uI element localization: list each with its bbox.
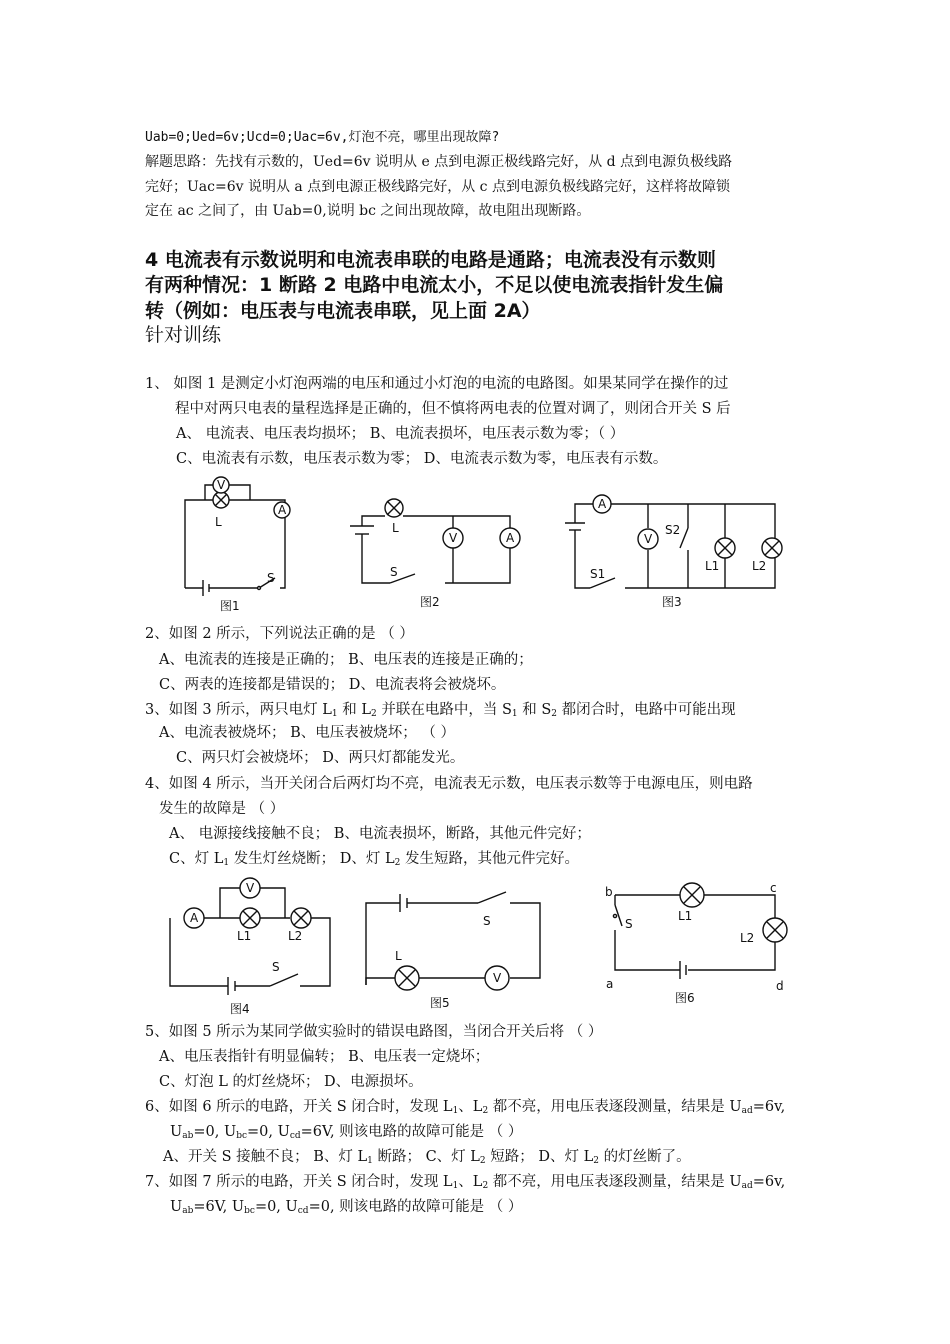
q7-pre: 7、如图 7 所示的电路，开关 S 闭合时，发现 L (145, 1174, 453, 1190)
q2-option-cd: C、两表的连接都是错误的； D、电流表将会被烧坏。 (159, 677, 506, 693)
q7-line-1 (145, 1170, 785, 1198)
q4-sub: 2 (394, 858, 401, 868)
q7-sub: cd (297, 1206, 309, 1216)
q6-line-1 (145, 1095, 785, 1123)
q3-sub: 2 (371, 709, 377, 719)
fig2-voltmeter-label: V (449, 531, 458, 545)
fig3-voltmeter-label: V (644, 532, 653, 546)
q3-sub: 2 (551, 709, 558, 719)
fig3-switch2-label: S2 (665, 523, 681, 537)
q6-val: =6v, (752, 1099, 786, 1115)
q3-stem-mid2: 并联在电路中，当 S (376, 702, 512, 718)
q4-option-mid: 发生灯丝烧断； D、灯 L (229, 851, 395, 867)
fig4-ammeter-label: A (190, 911, 199, 925)
q4-sub: 1 (223, 858, 230, 868)
q4-option-cd (169, 847, 579, 875)
q3-option-ab: A、电流表被烧坏； B、电压表被烧坏； （ ） (159, 725, 455, 741)
training-title: 针对训练 (145, 324, 222, 346)
q7-l2-2: =0, U (254, 1199, 298, 1215)
fig6-point-c: c (770, 881, 777, 895)
q6-opts-post: 的灯丝断了。 (598, 1149, 691, 1165)
q4-option-ab: A、 电源接线接触不良； B、电流表损坏，断路，其他元件完好； (169, 826, 591, 842)
fig2-lamp-label: L (392, 521, 399, 535)
q6-sub: 2 (482, 1106, 489, 1116)
figure-3-circuit (565, 488, 795, 613)
q2-option-ab: A、电流表的连接是正确的； B、电压表的连接是正确的； (159, 652, 533, 668)
q3-option-cd: C、两只灯会被烧坏； D、两只灯都能发光。 (176, 750, 465, 766)
fig2-ammeter-label: A (506, 531, 515, 545)
q6-sub: cd (289, 1131, 301, 1141)
intro-line-1: Uab=0;Ued=6v;Ucd=0;Uac=6v,灯泡不亮，哪里出现故障? (145, 130, 500, 145)
q6-l2-1: =0, U (193, 1124, 237, 1140)
rule-heading-line-3: 转（例如：电压表与电流表串联，见上面 2A） (145, 300, 541, 322)
fig6-switch-label: S (625, 917, 633, 931)
q6-opts-pre: A、开关 S 接触不良； B、灯 L (163, 1149, 368, 1165)
figure-4-circuit (160, 878, 340, 1018)
q7-mid: 、L (458, 1174, 483, 1190)
q6-sub: ad (741, 1106, 753, 1116)
fig2-caption: 图2 (420, 595, 440, 609)
q3-sub: 1 (511, 709, 518, 719)
q6-opts-mid: 断路； C、灯 L (372, 1149, 480, 1165)
intro-line-3: 完好；Uac=6v 说明从 a 点到电源正极线路完好，从 c 点到电源负极线路完好，这样将故障锁 (145, 179, 730, 195)
q6-mid: 、L (458, 1099, 483, 1115)
fig5-voltmeter-label: V (493, 971, 502, 985)
q1-option-ab: A、 电流表、电压表均损坏； B、电流表损坏，电压表示数为零；（ ） (176, 426, 625, 442)
q6-sub: bc (236, 1131, 248, 1141)
q7-line-2 (170, 1195, 522, 1223)
q7-l2-3: =0, 则该电路的故障可能是 （ ） (308, 1199, 523, 1215)
fig4-lamp2-label: L2 (288, 929, 303, 943)
q6-u: U (170, 1124, 183, 1140)
fig3-switch1-label: S1 (590, 567, 606, 581)
q7-sub: 1 (452, 1181, 459, 1191)
fig1-ammeter-label: A (278, 503, 287, 517)
q1-line-1: 1、 如图 1 是测定小灯泡两端的电压和通过小灯泡的电流的电路图。如果某同学在操作的过 (145, 376, 729, 392)
q7-sub: ab (182, 1206, 194, 1216)
q7-sub: 2 (482, 1181, 489, 1191)
q6-opts-mid2: 短路； D、灯 L (485, 1149, 594, 1165)
q6-line-2 (170, 1120, 522, 1148)
fig5-caption: 图5 (430, 996, 450, 1010)
fig3-ammeter-label: A (598, 497, 607, 511)
figure-2-circuit (340, 488, 530, 613)
q6-l2-3: =6V, 则该电路的故障可能是 （ ） (300, 1124, 523, 1140)
q3-stem-post: 都闭合时，电路中可能出现 (557, 702, 736, 718)
q3-stem-pre: 3、如图 3 所示，两只电灯 L (145, 702, 332, 718)
q7-u: U (170, 1199, 183, 1215)
intro-line-4: 定在 ac 之间了，由 Uab=0,说明 bc 之间出现故障，故电阻出现断路。 (145, 203, 591, 219)
fig4-lamp1-label: L1 (237, 929, 252, 943)
q7-l2-1: =6V, U (193, 1199, 245, 1215)
fig5-lamp-label: L (395, 949, 402, 963)
fig2-switch-label: S (390, 565, 398, 579)
q6-sub: 2 (479, 1156, 486, 1166)
q6-options (163, 1145, 691, 1173)
q6-post: 都不亮，用电压表逐段测量，结果是 U (488, 1099, 742, 1115)
q5-option-cd: C、灯泡 L 的灯丝烧坏； D、电源损坏。 (159, 1074, 423, 1090)
q2-stem: 2、如图 2 所示，下列说法正确的是 （ ） (145, 626, 414, 642)
q4-line-1: 4、如图 4 所示，当开关闭合后两灯均不亮，电流表无示数，电压表示数等于电源电压，则电路 (145, 776, 753, 792)
fig1-switch-label: S (267, 571, 275, 585)
fig3-lamp2-label: L2 (752, 559, 767, 573)
fig6-point-a: a (606, 977, 614, 991)
fig6-point-d: d (776, 979, 784, 993)
q6-sub: 2 (593, 1156, 599, 1166)
q3-sub: 1 (331, 709, 338, 719)
q7-sub: ad (741, 1181, 753, 1191)
q4-line-2: 发生的故障是 （ ） (159, 801, 285, 817)
rule-heading-line-2: 有两种情况：1 断路 2 电路中电流太小，不足以使电流表指针发生偏 (145, 274, 724, 296)
intro-line-2: 解题思路：先找有示数的，Ued=6v 说明从 e 点到电源正极线路完好，从 d 点到电源负极线路 (145, 154, 733, 170)
fig4-switch-label: S (272, 960, 280, 974)
q7-post: 都不亮，用电压表逐段测量，结果是 U (488, 1174, 742, 1190)
rule-heading-line-1: 4 电流表有示数说明和电流表串联的电路是通路；电流表没有示数则 (145, 249, 716, 271)
q6-l2-2: =0, U (247, 1124, 290, 1140)
q5-stem: 5、如图 5 所示为某同学做实验时的错误电路图，当闭合开关后将 （ ） (145, 1024, 603, 1040)
fig4-voltmeter-label: V (246, 881, 255, 895)
figure-5-circuit (360, 885, 550, 1010)
fig6-lamp2-label: L2 (740, 931, 755, 945)
fig3-lamp1-label: L1 (705, 559, 720, 573)
fig3-caption: 图3 (662, 595, 682, 609)
q6-sub: 1 (367, 1156, 373, 1166)
fig1-caption: 图1 (220, 599, 240, 613)
fig6-lamp1-label: L1 (678, 909, 693, 923)
q4-option-pre: C、灯 L (169, 851, 224, 867)
q5-option-ab: A、电压表指针有明显偏转； B、电压表一定烧坏； (159, 1049, 490, 1065)
q6-sub: ab (182, 1131, 194, 1141)
q7-sub: bc (244, 1206, 255, 1216)
q1-line-2: 程中对两只电表的量程选择是正确的，但不慎将两电表的位置对调了，则闭合开关 S 后 (175, 401, 731, 417)
fig5-switch-label: S (483, 914, 491, 928)
fig1-lamp-label: L (215, 515, 222, 529)
fig6-caption: 图6 (675, 991, 695, 1005)
figure-1-circuit (175, 478, 325, 613)
q3-stem-mid1: 和 L (337, 702, 371, 718)
q6-sub: 1 (452, 1106, 459, 1116)
figure-6-circuit (600, 880, 800, 1015)
q7-val: =6v, (752, 1174, 786, 1190)
q4-option-post: 发生短路，其他元件完好。 (400, 851, 580, 867)
q3-stem-mid3: 和 S (517, 702, 552, 718)
q1-option-cd: C、电流表有示数，电压表示数为零； D、电流表示数为零，电压表有示数。 (176, 451, 668, 467)
fig6-point-b: b (605, 885, 613, 899)
q6-pre: 6、如图 6 所示的电路，开关 S 闭合时，发现 L (145, 1099, 453, 1115)
fig4-caption: 图4 (230, 1002, 250, 1016)
fig1-voltmeter-label: V (217, 478, 226, 492)
